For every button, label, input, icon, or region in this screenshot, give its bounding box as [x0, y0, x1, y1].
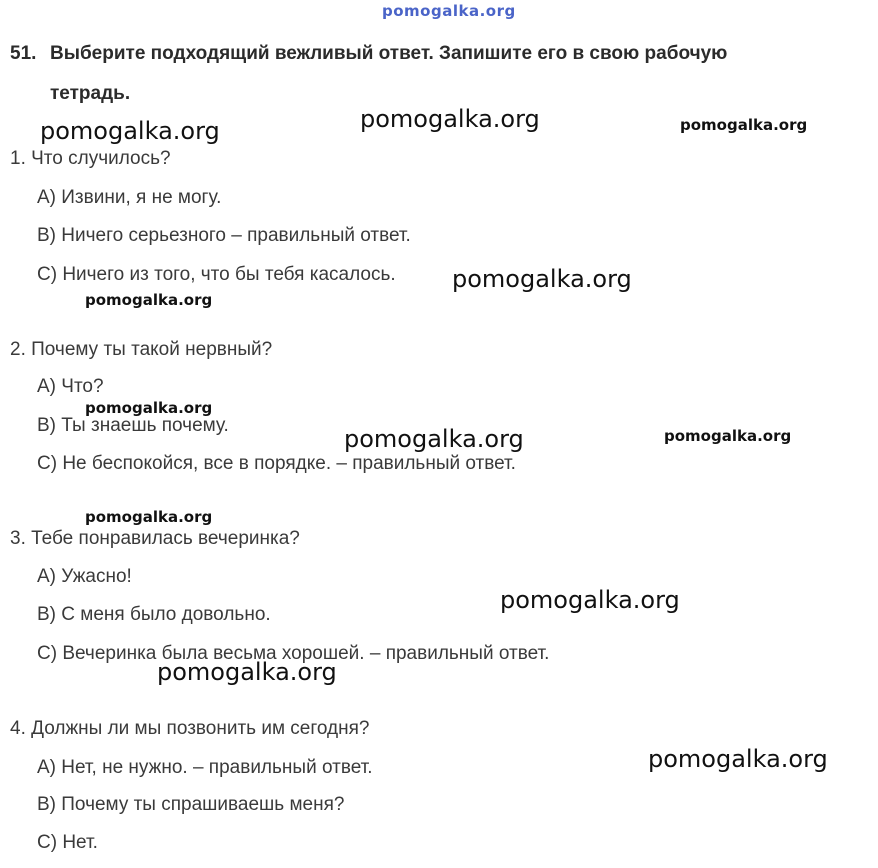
watermark: pomogalka.org: [85, 291, 213, 309]
question-3-option-a: A) Ужасно!: [37, 566, 132, 587]
watermark: pomogalka.org: [452, 265, 632, 293]
watermark: pomogalka.org: [344, 425, 524, 453]
question-1-option-b: B) Ничего серьезного – правильный ответ.: [37, 225, 411, 246]
task-number: 51.: [10, 43, 37, 64]
watermark: pomogalka.org: [85, 508, 213, 526]
question-2-option-b: B) Ты знаешь почему.: [37, 415, 229, 436]
task-heading: [10, 34, 872, 114]
question-1-option-a: A) Извини, я не могу.: [37, 187, 222, 208]
watermark: pomogalka.org: [157, 658, 337, 686]
question-3-option-b: B) С меня было довольно.: [37, 604, 271, 625]
task-text-line1: Выберите подходящий вежливый ответ. Запишите его в свою рабочую: [50, 43, 728, 64]
watermark: pomogalka.org: [40, 117, 220, 145]
question-2-option-c: C) Не беспокойся, все в порядке. – правильный ответ.: [37, 453, 516, 474]
question-4-option-b: B) Почему ты спрашиваешь меня?: [37, 794, 345, 815]
question-2-option-a: A) Что?: [37, 376, 104, 397]
watermark: pomogalka.org: [664, 427, 792, 445]
question-3: 3. Тебе понравилась вечеринка?: [10, 528, 300, 549]
question-4: 4. Должны ли мы позвонить им сегодня?: [10, 718, 370, 739]
watermark: pomogalka.org: [500, 586, 680, 614]
watermark: pomogalka.org: [648, 745, 828, 773]
watermark: pomogalka.org: [360, 105, 540, 133]
site-watermark-top: pomogalka.org: [382, 2, 516, 20]
task-text-line2: тетрадь.: [50, 83, 131, 104]
question-1: 1. Что случилось?: [10, 148, 171, 169]
question-3-option-c: C) Вечеринка была весьма хорошей. – правильный ответ.: [37, 643, 550, 664]
question-2: 2. Почему ты такой нервный?: [10, 339, 273, 360]
watermark: pomogalka.org: [680, 116, 808, 134]
question-4-option-a: A) Нет, не нужно. – правильный ответ.: [37, 757, 373, 778]
question-4-option-c: C) Нет.: [37, 832, 98, 853]
watermark: pomogalka.org: [85, 399, 213, 417]
question-1-option-c: C) Ничего из того, что бы тебя касалось.: [37, 264, 396, 285]
